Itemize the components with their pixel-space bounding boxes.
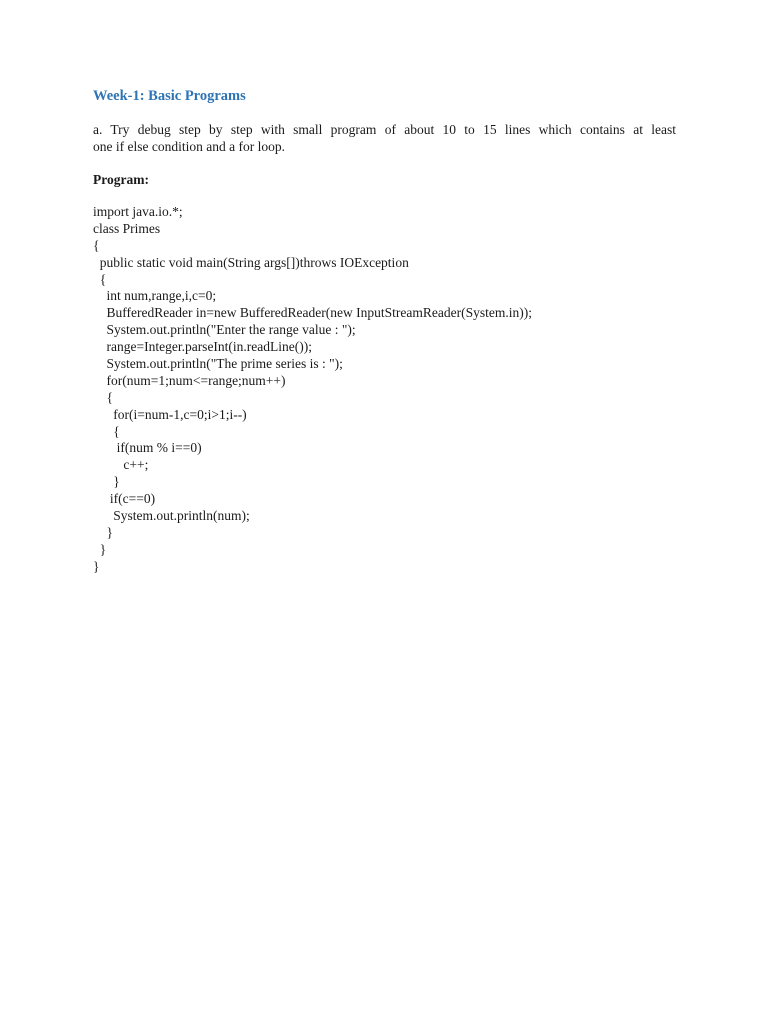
code-line: { xyxy=(93,423,120,439)
code-line: { xyxy=(93,237,100,253)
code-line: if(c==0) xyxy=(93,491,156,507)
code-line: } xyxy=(93,474,120,490)
code-line: public static void main(String args[])throws IOException xyxy=(93,254,409,270)
code-line: { xyxy=(93,389,113,405)
code-line: } xyxy=(93,558,100,574)
paragraph-line: one if else condition and a for loop. xyxy=(93,139,285,154)
code-line: for(i=num-1,c=0;i>1;i--) xyxy=(93,406,247,422)
code-block xyxy=(93,204,532,576)
code-line: int num,range,i,c=0; xyxy=(93,288,217,304)
code-line: range=Integer.parseInt(in.readLine()); xyxy=(93,339,313,355)
code-line: } xyxy=(93,541,107,557)
code-line: if(num % i==0) xyxy=(93,440,202,456)
code-line: class Primes xyxy=(93,220,161,236)
code-line: { xyxy=(93,271,107,287)
code-line: c++; xyxy=(93,457,149,473)
code-line: for(num=1;num<=range;num++) xyxy=(93,372,286,388)
program-label: Program: xyxy=(93,172,149,187)
page-heading: Week-1: Basic Programs xyxy=(93,88,246,104)
code-line: } xyxy=(93,524,113,540)
code-line: System.out.println(num); xyxy=(93,508,250,524)
code-line: import java.io.*; xyxy=(93,204,183,219)
paragraph-line: a. Try debug step by step with small program of about 10 to 15 lines which contains at least xyxy=(93,122,676,137)
code-line: BufferedReader in=new BufferedReader(new InputStreamReader(System.in)); xyxy=(93,305,532,321)
code-line: System.out.println("The prime series is : "); xyxy=(93,356,343,372)
instruction-paragraph xyxy=(93,121,676,155)
code-line: System.out.println("Enter the range value : "); xyxy=(93,322,356,338)
